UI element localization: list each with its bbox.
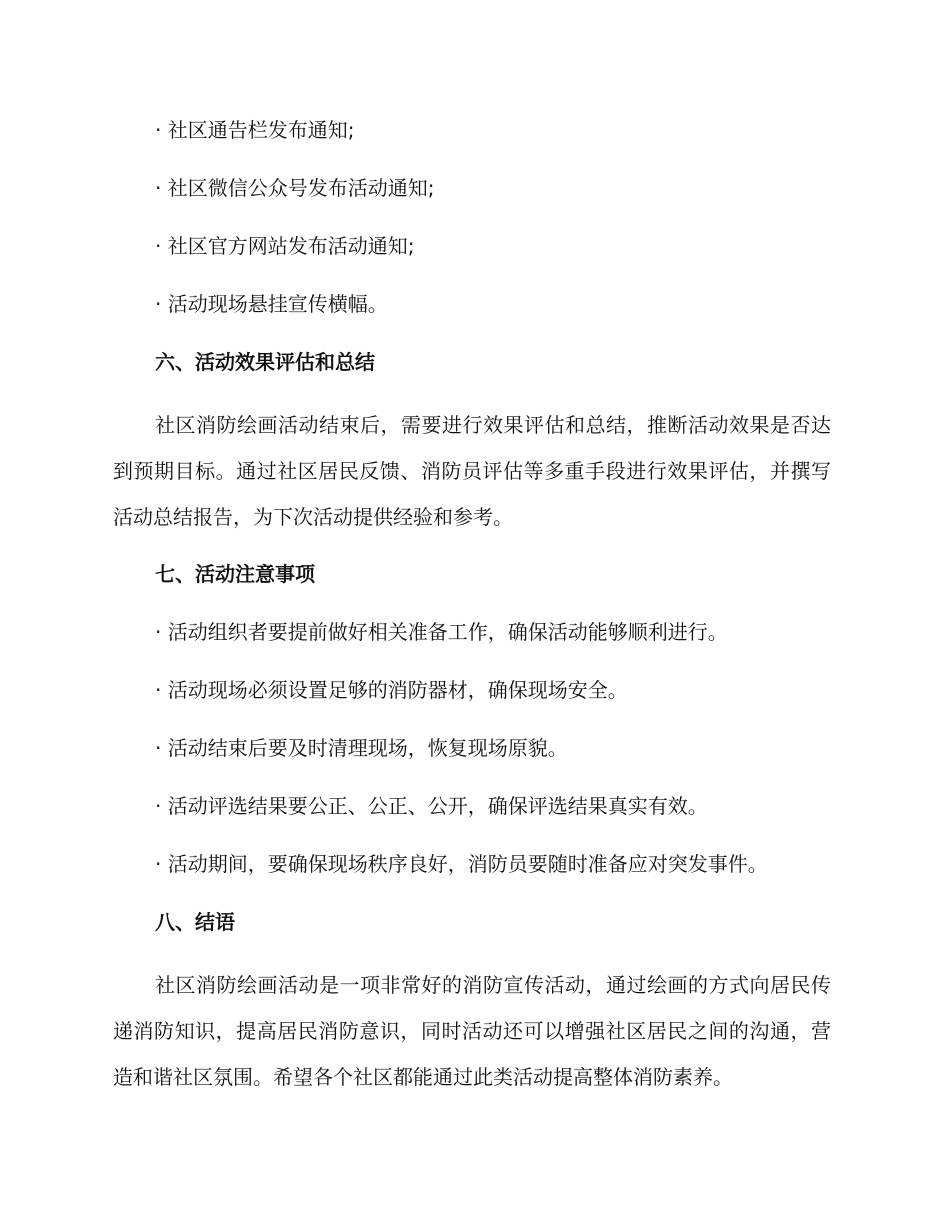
promotion-bullet-2: · 社区微信公众号发布活动通知; xyxy=(155,176,435,200)
document-page xyxy=(113,112,831,1116)
notice-bullet-1: · 活动组织者要提前做好相关准备工作，确保活动能够顺利进行。 xyxy=(155,620,728,644)
promotion-bullet-4: · 活动现场悬挂宣传横幅。 xyxy=(155,292,388,316)
notice-bullet-4: · 活动评选结果要公正、公正、公开，确保评选结果真实有效。 xyxy=(155,794,708,818)
section6-heading: 六、活动效果评估和总结 xyxy=(155,350,375,374)
section7-heading: 七、活动注意事项 xyxy=(155,562,315,586)
section6-paragraph: 社区消防绘画活动结束后，需要进行效果评估和总结，推断活动效果是否达到预期目标。通过社区居民反馈、消防员评估等多重手段进行效果评估，并撰写活动总结报告，为下次活动提供经验和参考。 xyxy=(113,413,831,529)
section8-paragraph: 社区消防绘画活动是一项非常好的消防宣传活动，通过绘画的方式向居民传递消防知识，提高居民消防意识，同时活动还可以增强社区居民之间的沟通，营造和谐社区氛围。希望各个社区都能通过此类活动提高整体消防素养。 xyxy=(113,973,831,1089)
promotion-bullet-1: · 社区通告栏发布通知; xyxy=(155,118,355,142)
section8-heading: 八、结语 xyxy=(155,910,235,934)
promotion-bullet-3: · 社区官方网站发布活动通知; xyxy=(155,234,415,258)
notice-bullet-3: · 活动结束后要及时清理现场，恢复现场原貌。 xyxy=(155,736,568,760)
notice-bullet-2: · 活动现场必须设置足够的消防器材，确保现场安全。 xyxy=(155,678,628,702)
notice-bullet-5: · 活动期间，要确保现场秩序良好，消防员要随时准备应对突发事件。 xyxy=(155,852,768,876)
